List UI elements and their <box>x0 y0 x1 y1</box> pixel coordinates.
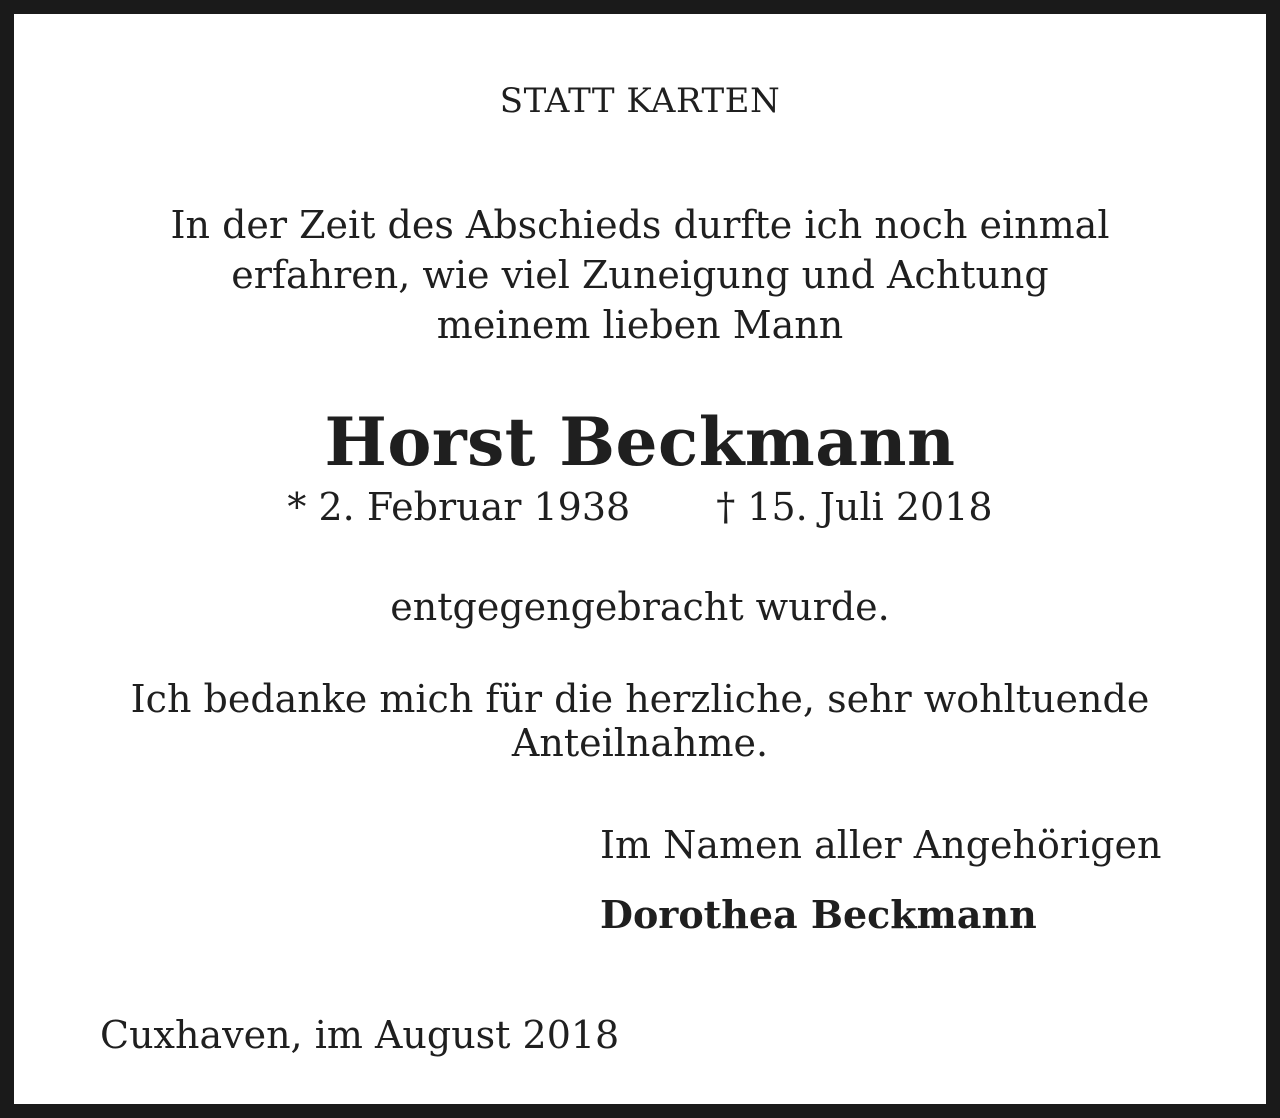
life-dates <box>14 482 1266 532</box>
thanks-line: Ich bedanke mich für die herzliche, sehr wohltuende <box>130 677 1150 721</box>
notice-header: STATT KARTEN <box>499 81 781 121</box>
intro-line: erfahren, wie viel Zuneigung und Achtung <box>231 253 1049 297</box>
signature-label: Im Namen aller Angehörigen <box>600 823 1162 867</box>
death-date: † 15. Juli 2018 <box>716 485 993 529</box>
received-line: entgegengebracht wurde. <box>390 585 890 629</box>
deceased-name: Horst Beckmann <box>324 403 956 481</box>
intro-line: In der Zeit des Abschieds durfte ich noch einmal <box>170 203 1110 247</box>
birth-date: * 2. Februar 1938 <box>287 485 631 529</box>
signature-name: Dorothea Beckmann <box>600 892 1037 937</box>
intro-line: meinem lieben Mann <box>436 303 844 347</box>
thanks-line: Anteilnahme. <box>511 721 769 765</box>
place-date: Cuxhaven, im August 2018 <box>100 1013 620 1057</box>
